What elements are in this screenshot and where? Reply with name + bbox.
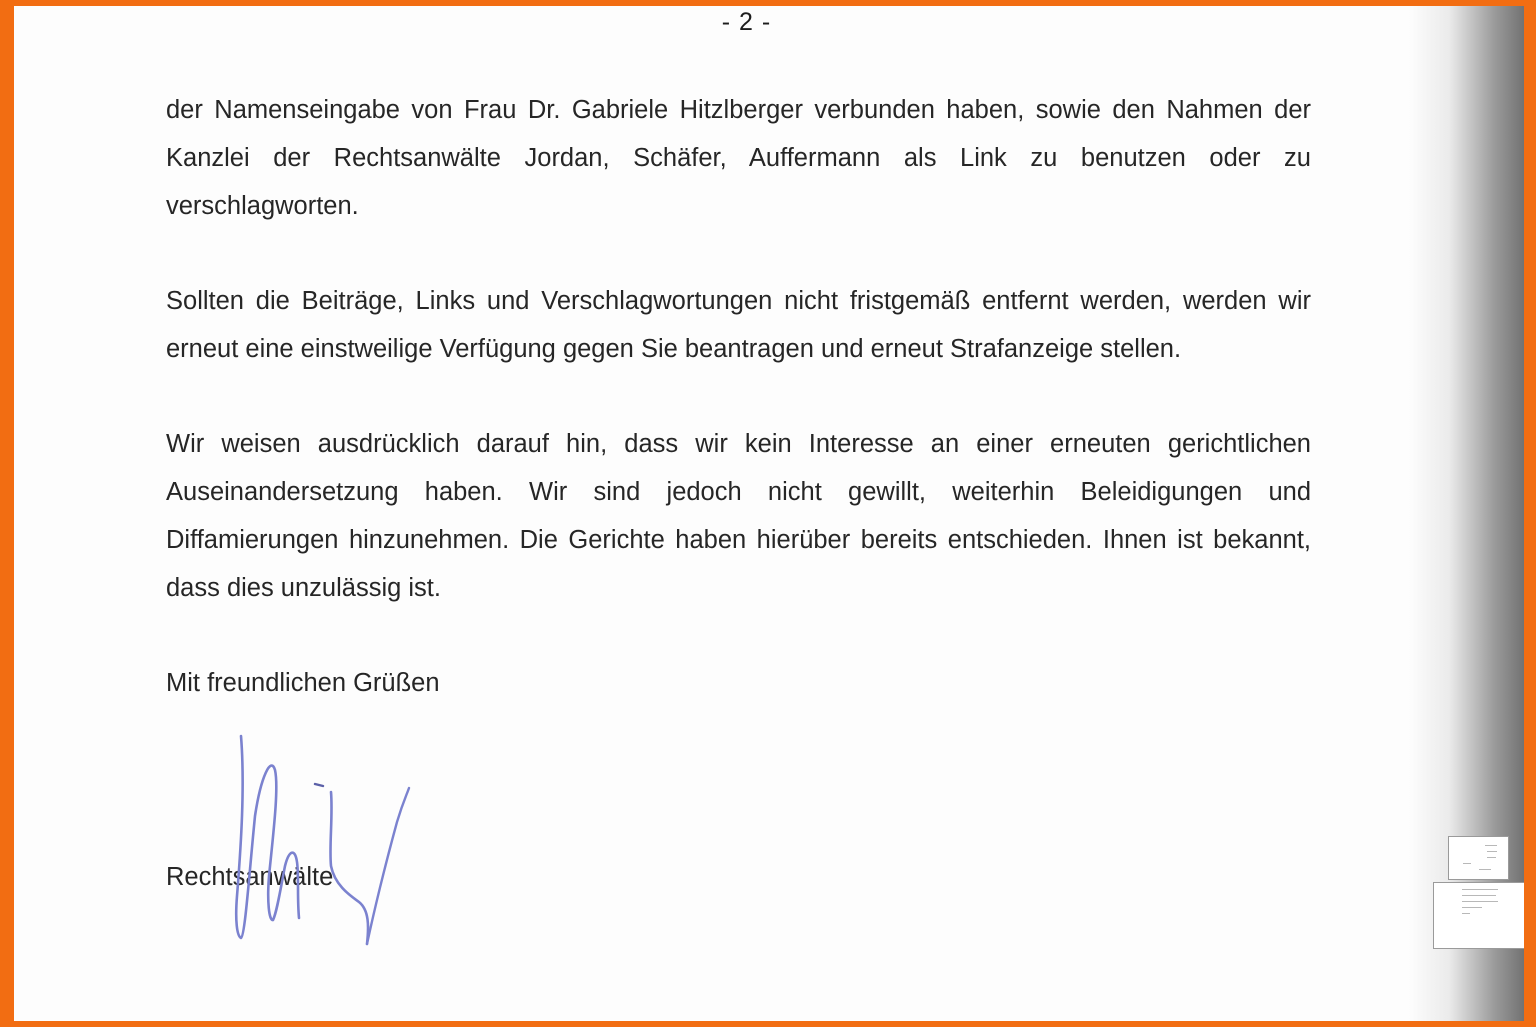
paragraph-no-litigation-interest: Wir weisen ausdrücklich darauf hin, dass wir kein Interesse an einer erneuten gerichtlichen Auseinandersetzung haben. Wir sind jedoch nicht gewillt, weiterhin Beleidigungen und Diffamierungen hinzunehmen. Die Gerichte haben hierüber bereits entschieden. Ihnen ist bekannt, dass dies unzulässig ist. — [166, 430, 1311, 602]
letter-page — [14, 6, 1524, 1021]
letter-body — [166, 86, 1311, 707]
paragraph-injunction-warning: Sollten die Beiträge, Links und Verschlagwortungen nicht fristgemäß entfernt werden, werden wir erneut eine einstweilige Verfügung gegen Sie beantragen und erneut Strafanzeige stellen. — [166, 287, 1311, 363]
page-thumbnail-1[interactable] — [1448, 836, 1509, 880]
signatory-label: Rechtsanwälte — [166, 863, 334, 891]
closing-greeting: Mit freundlichen Grüßen — [166, 669, 440, 697]
paragraph-link-removal: der Namenseingabe von Frau Dr. Gabriele Hitzlberger verbunden haben, sowie den Nahmen der Kanzlei der Rechtsanwälte Jordan, Schäfer, Auffermann als Link zu benutzen oder zu verschlagworten. — [166, 96, 1311, 220]
page-number: - 2 - — [721, 8, 772, 36]
page-thumbnail-2[interactable] — [1433, 882, 1524, 949]
handwritten-signature — [219, 726, 419, 966]
